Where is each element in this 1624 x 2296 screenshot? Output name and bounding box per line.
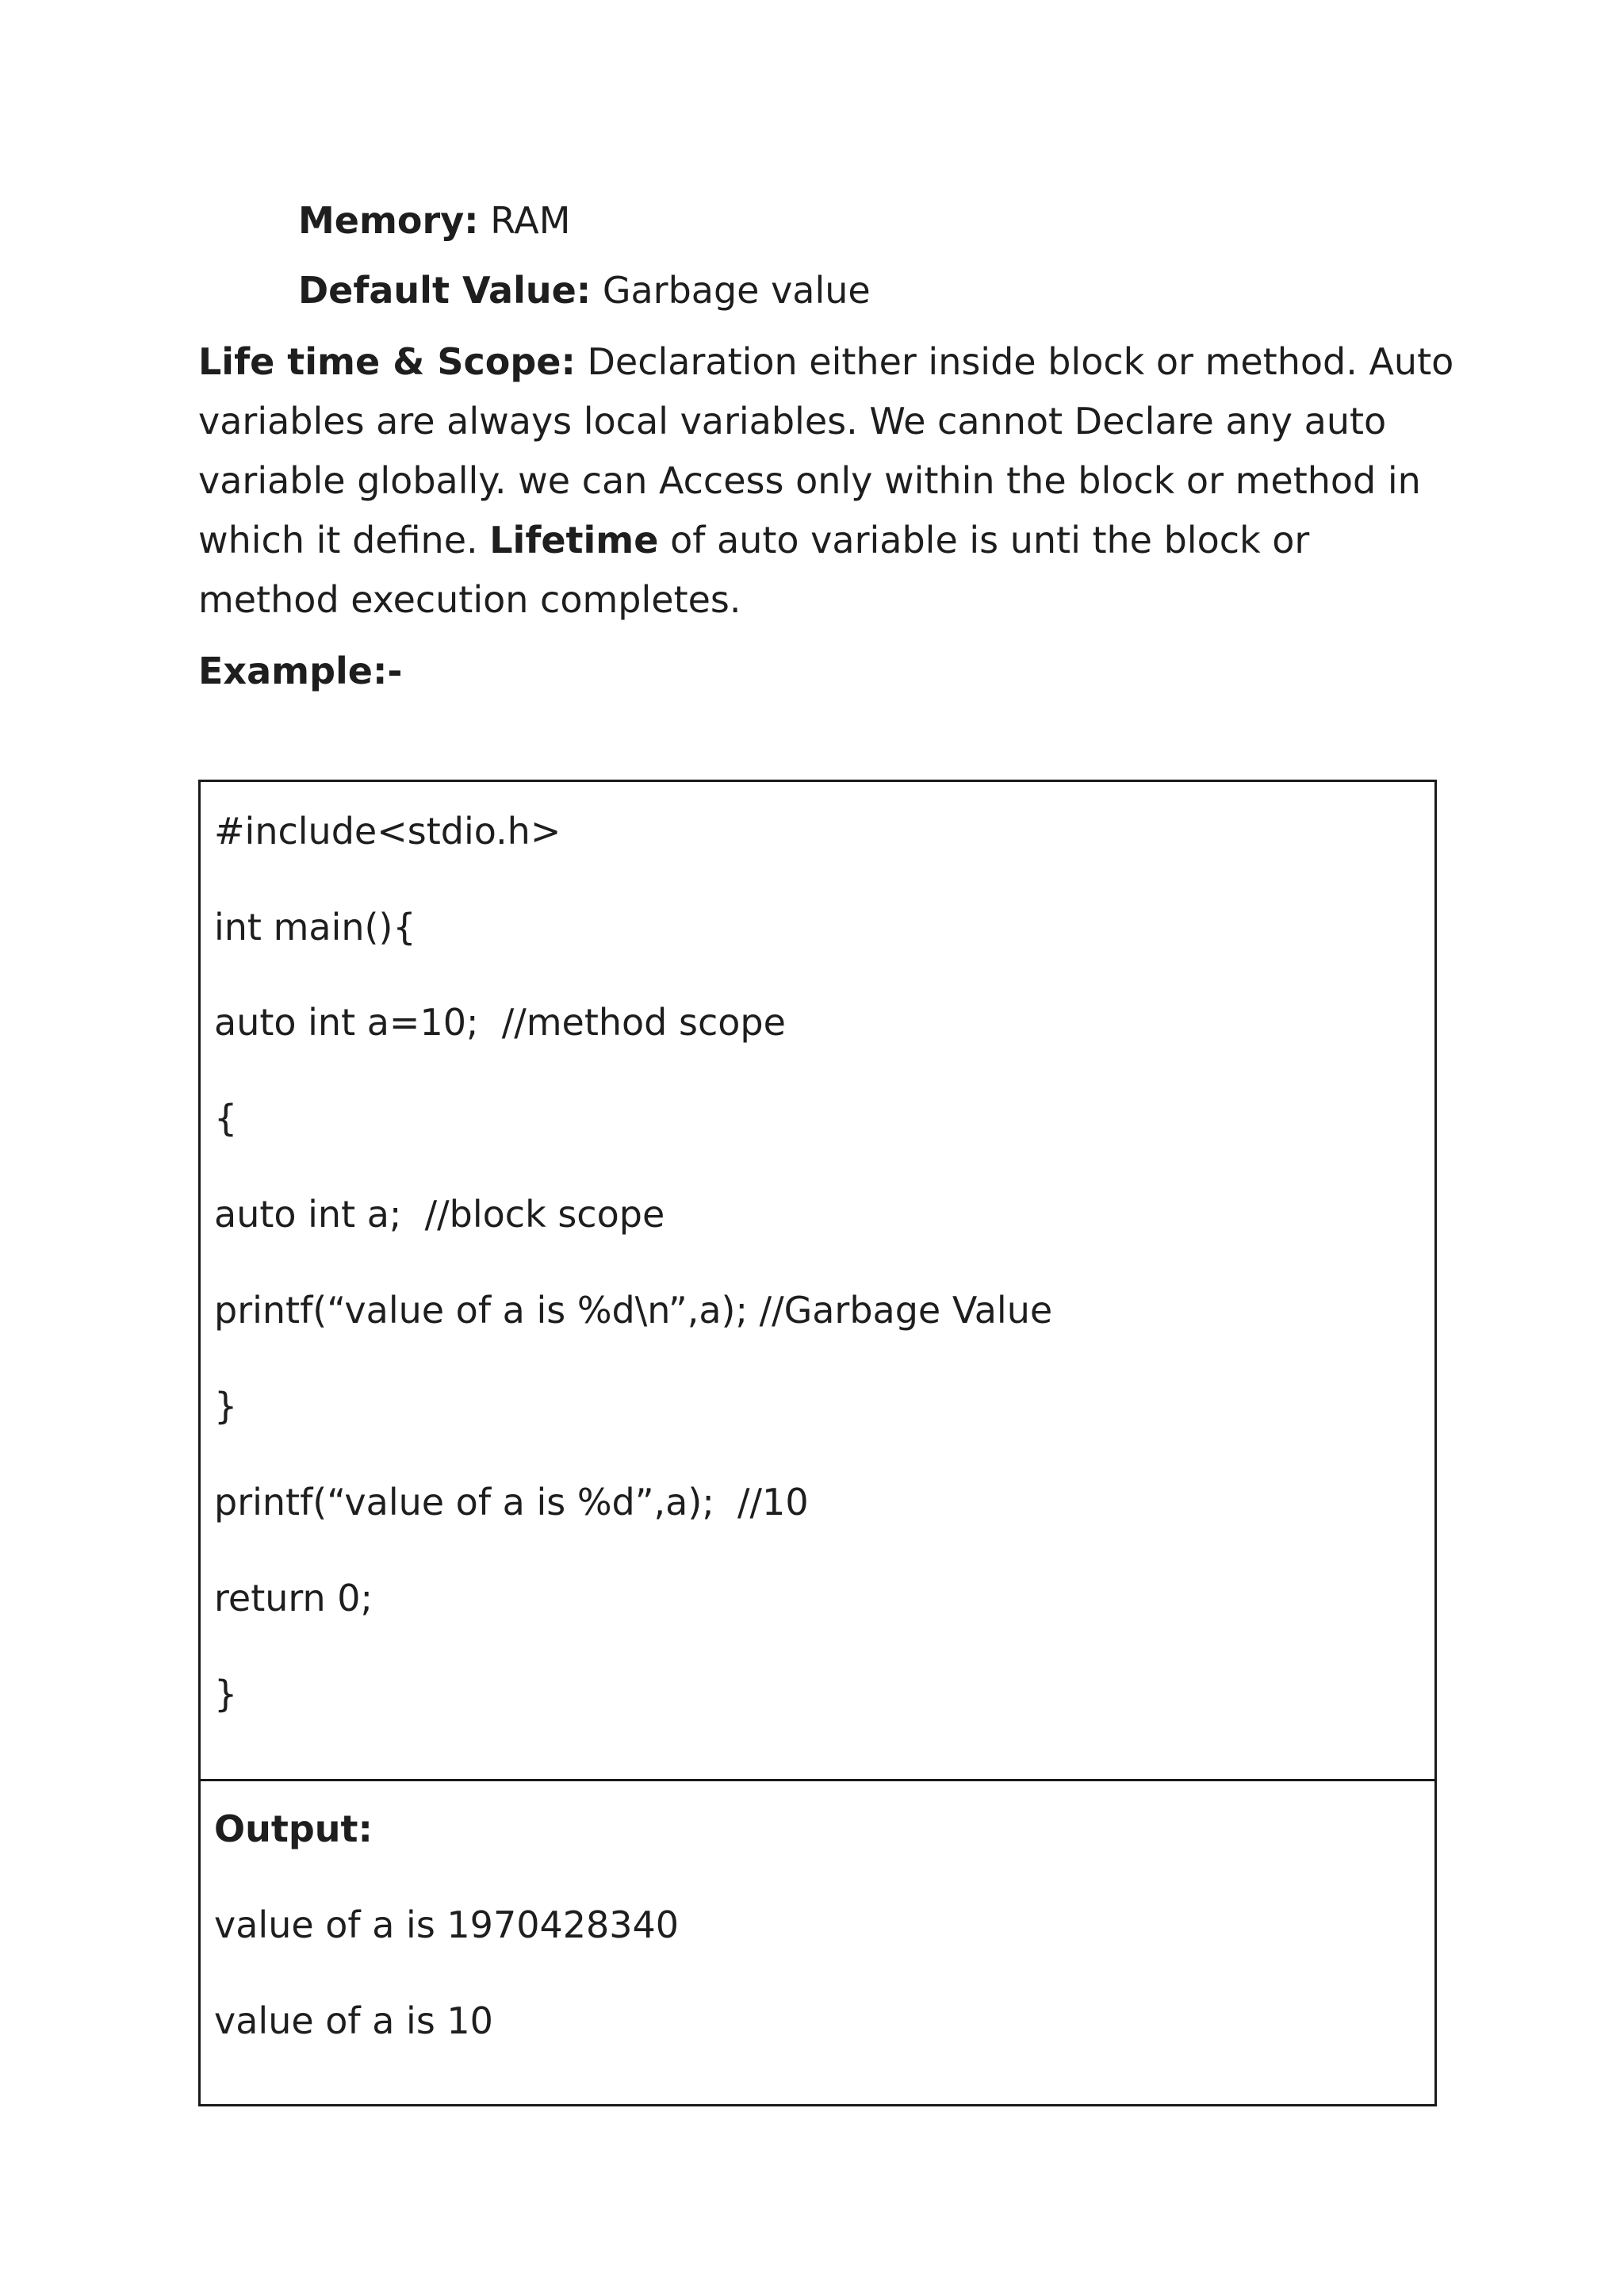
code-line: } <box>214 1673 238 1715</box>
description-line-1 <box>198 332 1454 392</box>
description-line-5: method execution completes. <box>198 578 741 621</box>
output-line: value of a is 10 <box>214 1999 493 2042</box>
output-cell <box>201 1781 1434 2106</box>
code-line: printf(“value of a is %d\n”,a); //Garbage Value <box>214 1289 1053 1332</box>
memory-property <box>298 190 570 251</box>
memory-label: Memory: <box>298 199 479 242</box>
example-heading <box>198 641 402 701</box>
description-text-4b: of auto variable is unti the block or <box>670 519 1310 562</box>
code-line: auto int a=10; //method scope <box>214 1001 786 1044</box>
output-label: Output: <box>214 1807 373 1850</box>
code-line: #include<stdio.h> <box>214 810 561 853</box>
code-line: } <box>214 1385 238 1428</box>
example-table <box>198 780 1437 2106</box>
lifetime-scope-label: Life time & Scope: <box>198 340 576 383</box>
code-line: int main(){ <box>214 906 416 949</box>
default-value-property <box>298 260 871 320</box>
description-line-2: variables are always local variables. We cannot Declare any auto <box>198 400 1387 443</box>
description-line-3: variable globally. we can Access only within the block or method in <box>198 459 1421 502</box>
description-text-4a: which it define. <box>198 519 478 562</box>
output-line: value of a is 1970428340 <box>214 1903 680 1946</box>
description-text-1: Declaration either inside block or method. Auto <box>587 340 1454 383</box>
memory-value: RAM <box>490 199 571 242</box>
code-cell <box>201 782 1434 1781</box>
code-line: return 0; <box>214 1577 373 1619</box>
description-line-4 <box>198 510 1309 570</box>
example-heading-text: Example:- <box>198 650 403 692</box>
code-line: { <box>214 1097 238 1140</box>
code-line: printf(“value of a is %d”,a); //10 <box>214 1481 809 1524</box>
default-value-text: Garbage value <box>602 269 871 312</box>
default-value-label: Default Value: <box>298 269 592 312</box>
code-line: auto int a; //block scope <box>214 1193 665 1236</box>
lifetime-keyword: Lifetime <box>489 519 659 562</box>
